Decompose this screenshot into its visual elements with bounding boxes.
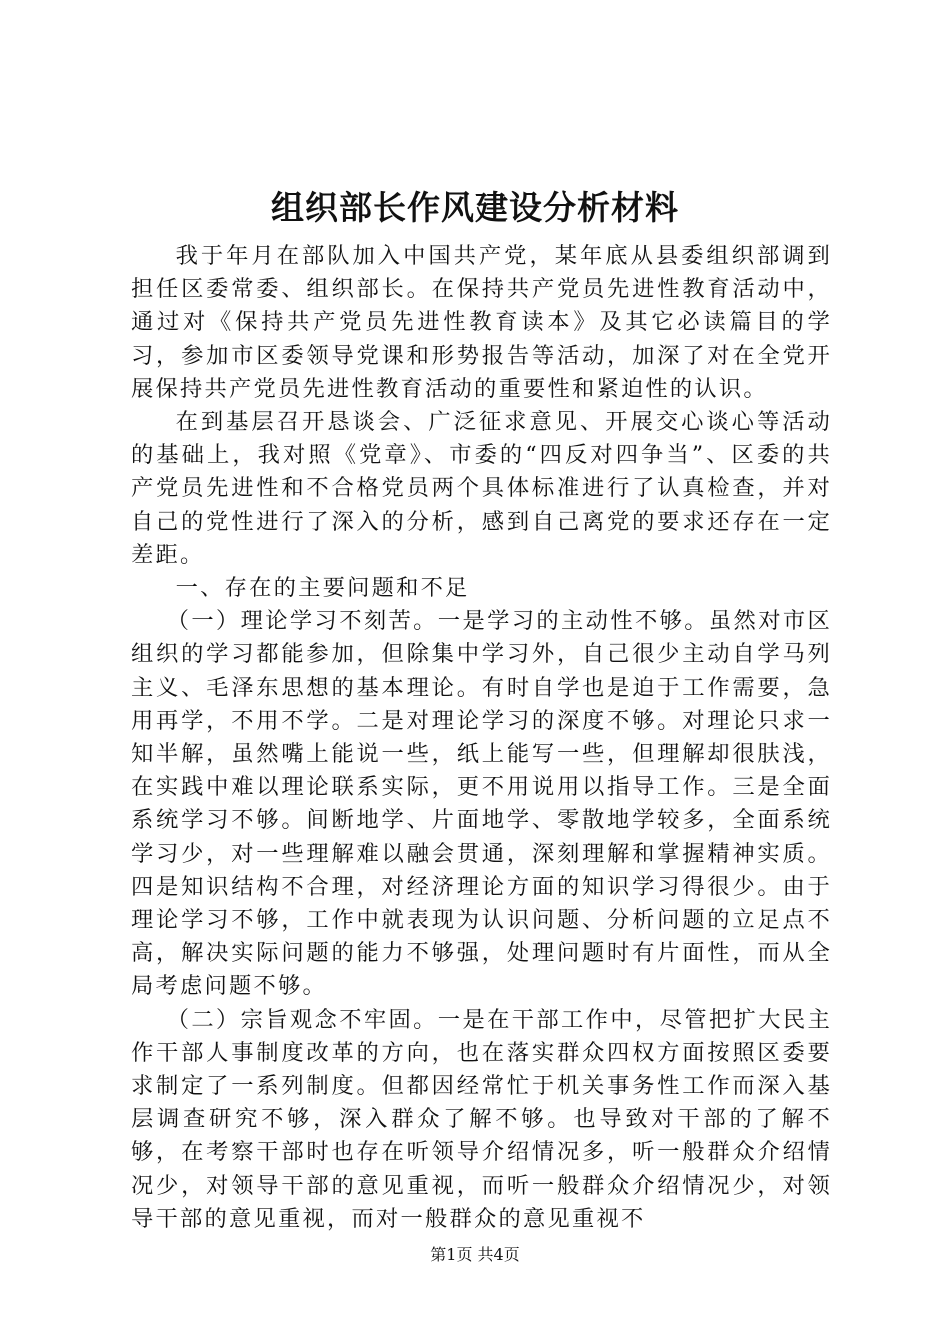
page-number-footer: 第1页 共4页 <box>430 1245 520 1264</box>
document-title: 组织部长作风建设分析材料 <box>271 188 679 227</box>
document-body <box>131 240 832 1236</box>
paragraph-purpose-concept: （二）宗旨观念不牢固。一是在干部工作中，尽管把扩大民主作干部人事制度改革的方向，也在落实群众四权方面按照区委要求制定了一系列制度。但都因经常忙于机关事务性工作而深入基层调查研究不够，深入群众了解不够。也导致对干部的了解不够，在考察干部时也存在听领导介绍情况多，听一般群众介绍情况少，对领导干部的意见重视，而听一般群众介绍情况少，对领导干部的意见重视，而对一般群众的意见重视不 <box>131 1006 832 1232</box>
paragraph-intro: 我于年月在部队加入中国共产党，某年底从县委组织部调到担任区委常委、组织部长。在保持共产党员先进性教育活动中，通过对《保持共产党员先进性教育读本》及其它必读篇目的学习，参加市区委领导党课和形势报告等活动，加深了对在全党开展保持共产党员先进性教育活动的重要性和紧迫性的认识。 <box>131 243 832 402</box>
paragraph-theory-study: （一）理论学习不刻苦。一是学习的主动性不够。虽然对市区组织的学习都能参加，但除集中学习外，自己很少主动自学马列主义、毛泽东思想的基本理论。有时自学也是迫于工作需要，急用再学，不用不学。二是对理论学习的深度不够。对理论只求一知半解，虽然嘴上能说一些，纸上能写一些，但理解却很肤浅，在实践中难以理论联系实际，更不用说用以指导工作。三是全面系统学习不够。间断地学、片面地学、零散地学较多，全面系统学习少，对一些理解难以融会贯通，深刻理解和掌握精神实质。四是知识结构不合理，对经济理论方面的知识学习得很少。由于理论学习不够，工作中就表现为认识问题、分析问题的立足点不高，解决实际问题的能力不够强，处理问题时有片面性，而从全局考虑问题不够。 <box>131 608 832 1000</box>
paragraph-self-check: 在到基层召开恳谈会、广泛征求意见、开展交心谈心等活动的基础上，我对照《党章》、市委的“四反对四争当”、区委的共产党员先进性和不合格党员两个具体标准进行了认真检查，并对自己的党性进行了深入的分析，感到自己离党的要求还存在一定差距。 <box>131 409 832 568</box>
section-heading-problems: 一、存在的主要问题和不足 <box>175 575 470 602</box>
